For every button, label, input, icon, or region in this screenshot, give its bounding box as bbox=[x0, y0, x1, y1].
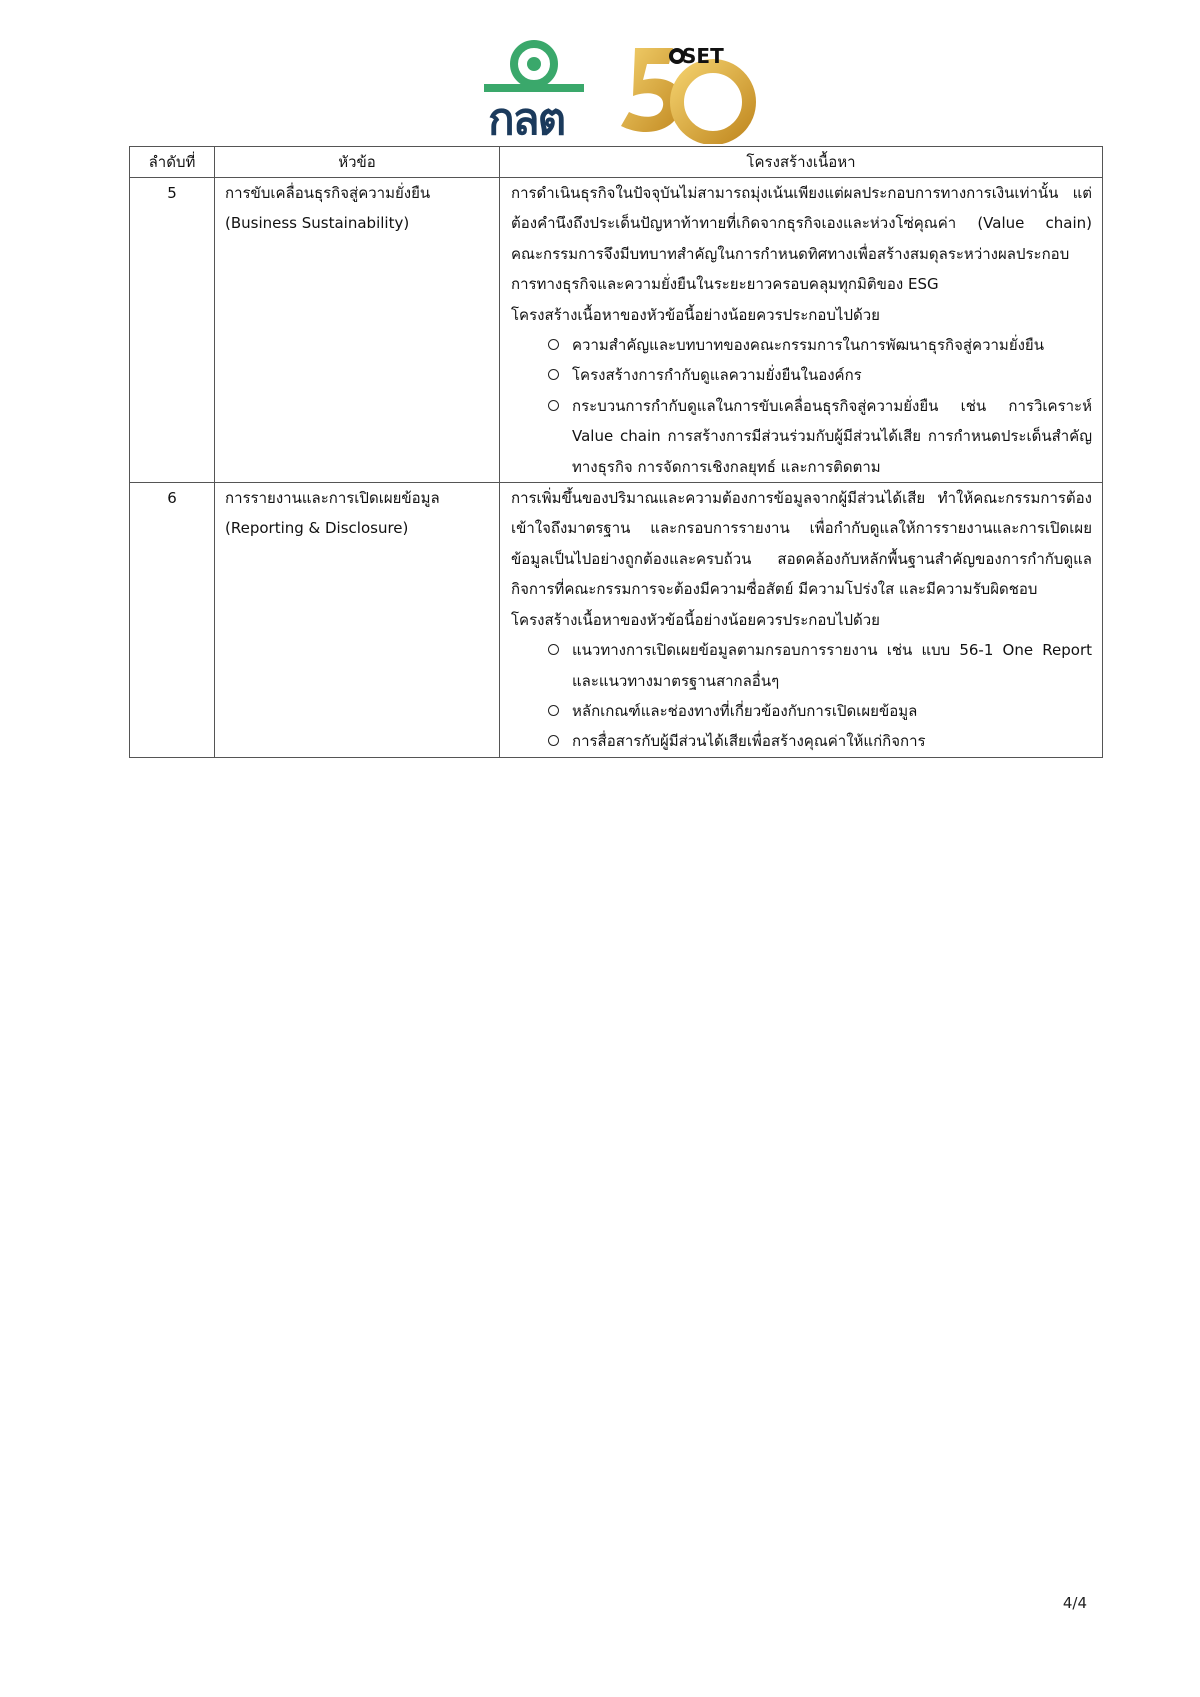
row-structure bbox=[500, 483, 1103, 758]
header-structure: โครงสร้างเนื้อหา bbox=[500, 147, 1103, 178]
row-number: 5 bbox=[130, 178, 215, 483]
hollow-circle-bullet-icon bbox=[548, 400, 559, 411]
row-number: 6 bbox=[130, 483, 215, 758]
topic-english: (Reporting & Disclosure) bbox=[225, 519, 409, 538]
sec-logo bbox=[484, 38, 594, 145]
list-item bbox=[548, 391, 1092, 482]
list-item-text: แนวทางการเปิดเผยข้อมูลตามกรอบการรายงาน เช่น แบบ 56-1 One Report และแนวทางมาตรฐานสากลอื่นๆ bbox=[572, 641, 1092, 690]
topic-thai: การรายงานและการเปิดเผยข้อมูล bbox=[225, 489, 440, 508]
list-item-text: หลักเกณฑ์และช่องทางที่เกี่ยวข้องกับการเปิดเผยข้อมูล bbox=[572, 701, 918, 720]
header-topic: หัวข้อ bbox=[215, 147, 500, 178]
page-number: 4/4 bbox=[1062, 1594, 1087, 1612]
structure-bullet-list bbox=[511, 330, 1092, 482]
row-structure bbox=[500, 178, 1103, 483]
table-header-row bbox=[130, 147, 1103, 178]
topic-english: (Business Sustainability) bbox=[225, 214, 410, 233]
list-item-text: กระบวนการกำกับดูแลในการขับเคลื่อนธุรกิจสู่ความยั่งยืน เช่น การวิเคราะห์ Value chain การสร้างการมีส่วนร่วมกับผู้มีส่วนได้เสีย การกำหนดประเด็นสำคัญทางธุรกิจ การจัดการเชิงกลยุทธ์ และการติดตาม bbox=[572, 396, 1092, 476]
list-item bbox=[548, 635, 1092, 696]
set-logo-text: SET bbox=[682, 44, 724, 68]
hollow-circle-bullet-icon bbox=[548, 369, 559, 380]
list-item-text: โครงสร้างการกำกับดูแลความยั่งยืนในองค์กร bbox=[572, 366, 862, 385]
page-header bbox=[480, 34, 770, 144]
row-topic bbox=[215, 483, 500, 758]
hollow-circle-bullet-icon bbox=[548, 339, 559, 350]
table-row bbox=[130, 483, 1103, 758]
list-item-text: ความสำคัญและบทบาทของคณะกรรมการในการพัฒนาธุรกิจสู่ความยั่งยืน bbox=[572, 336, 1044, 355]
list-item bbox=[548, 330, 1092, 360]
row-topic bbox=[215, 178, 500, 483]
hollow-circle-bullet-icon bbox=[548, 644, 559, 655]
content-structure-table bbox=[129, 146, 1103, 758]
list-item bbox=[548, 360, 1092, 390]
topic-thai: การขับเคลื่อนธุรกิจสู่ความยั่งยืน bbox=[225, 184, 431, 202]
header-number: ลำดับที่ bbox=[130, 147, 215, 178]
sec-logo-text: กลต bbox=[488, 94, 565, 145]
list-item-text: การสื่อสารกับผู้มีส่วนได้เสียเพื่อสร้างคุณค่าให้แก่กิจการ bbox=[572, 732, 926, 751]
set-50th-logo bbox=[595, 34, 770, 144]
hollow-circle-bullet-icon bbox=[548, 735, 559, 746]
structure-intro: โครงสร้างเนื้อหาของหัวข้อนี้อย่างน้อยควรประกอบไปด้วย bbox=[511, 610, 880, 629]
hollow-circle-bullet-icon bbox=[548, 705, 559, 716]
structure-bullet-list bbox=[511, 635, 1092, 757]
structure-paragraph: การเพิ่มขึ้นของปริมาณและความต้องการข้อมูลจากผู้มีส่วนได้เสีย ทำให้คณะกรรมการต้องเข้าใจถึงมาตรฐาน และกรอบการรายงาน เพื่อกำกับดูแลให้การรายงานและการเปิดเผยข้อมูลเป็นไปอย่างถูกต้องและครบถ้วน สอดคล้องกับหลักพื้นฐานสำคัญของการกำกับดูแลกิจการที่คณะกรรมการจะต้องมีความซื่อสัตย์ มีความโปร่งใส และมีความรับผิดชอบ bbox=[511, 489, 1092, 599]
structure-paragraph: การดำเนินธุรกิจในปัจจุบันไม่สามารถมุ่งเน้นเพียงแต่ผลประกอบการทางการเงินเท่านั้น แต่ต้องคำนึงถึงประเด็นปัญหาท้าทายที่เกิดจากธุรกิจเองและห่วงโซ่คุณค่า (Value chain) คณะกรรมการจึงมีบทบาทสำคัญในการกำหนดทิศทางเพื่อสร้างสมดุลระหว่างผลประกอบการทางธุรกิจและความยั่งยืนในระยะยาวครอบคลุมทุกมิติของ ESG bbox=[511, 184, 1092, 294]
sec-logo-mark bbox=[484, 38, 594, 98]
list-item bbox=[548, 726, 1092, 756]
table-row bbox=[130, 178, 1103, 483]
list-item bbox=[548, 696, 1092, 726]
structure-intro: โครงสร้างเนื้อหาของหัวข้อนี้อย่างน้อยควรประกอบไปด้วย bbox=[511, 305, 880, 324]
